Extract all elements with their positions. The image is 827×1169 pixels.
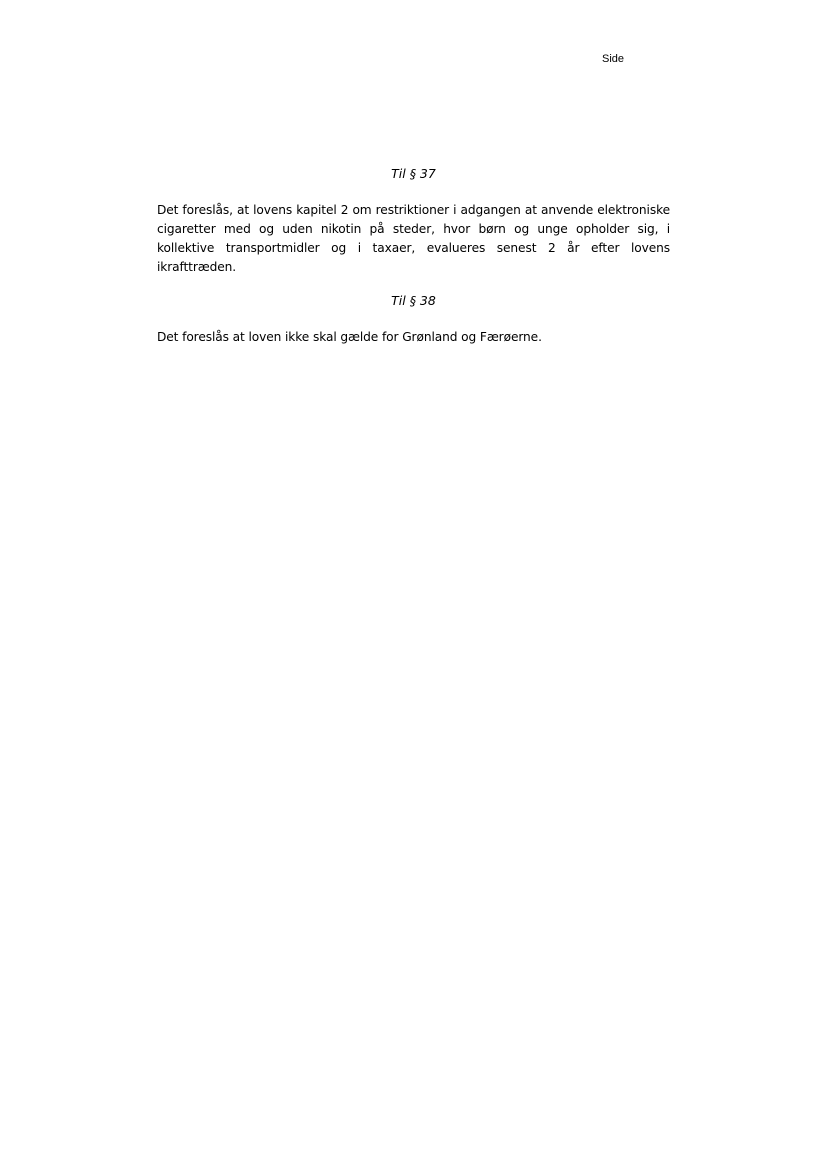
section-38-paragraph: Det foreslås at loven ikke skal gælde for Grønland og Færøerne. xyxy=(157,330,542,344)
page-header-side-label: Side xyxy=(602,53,625,65)
section-37-paragraph: Det foreslås, at lovens kapitel 2 om restriktioner i adgangen at anvende elektroniske cigaretter med og uden nikotin på steder, hvor børn og unge opholder sig, i kollektive transportmidler og i taxaer, evalueres senest 2 år efter lovens ikrafttræden. xyxy=(157,203,670,274)
section-heading-37: Til § 37 xyxy=(391,166,436,181)
section-heading-38: Til § 38 xyxy=(391,293,436,308)
